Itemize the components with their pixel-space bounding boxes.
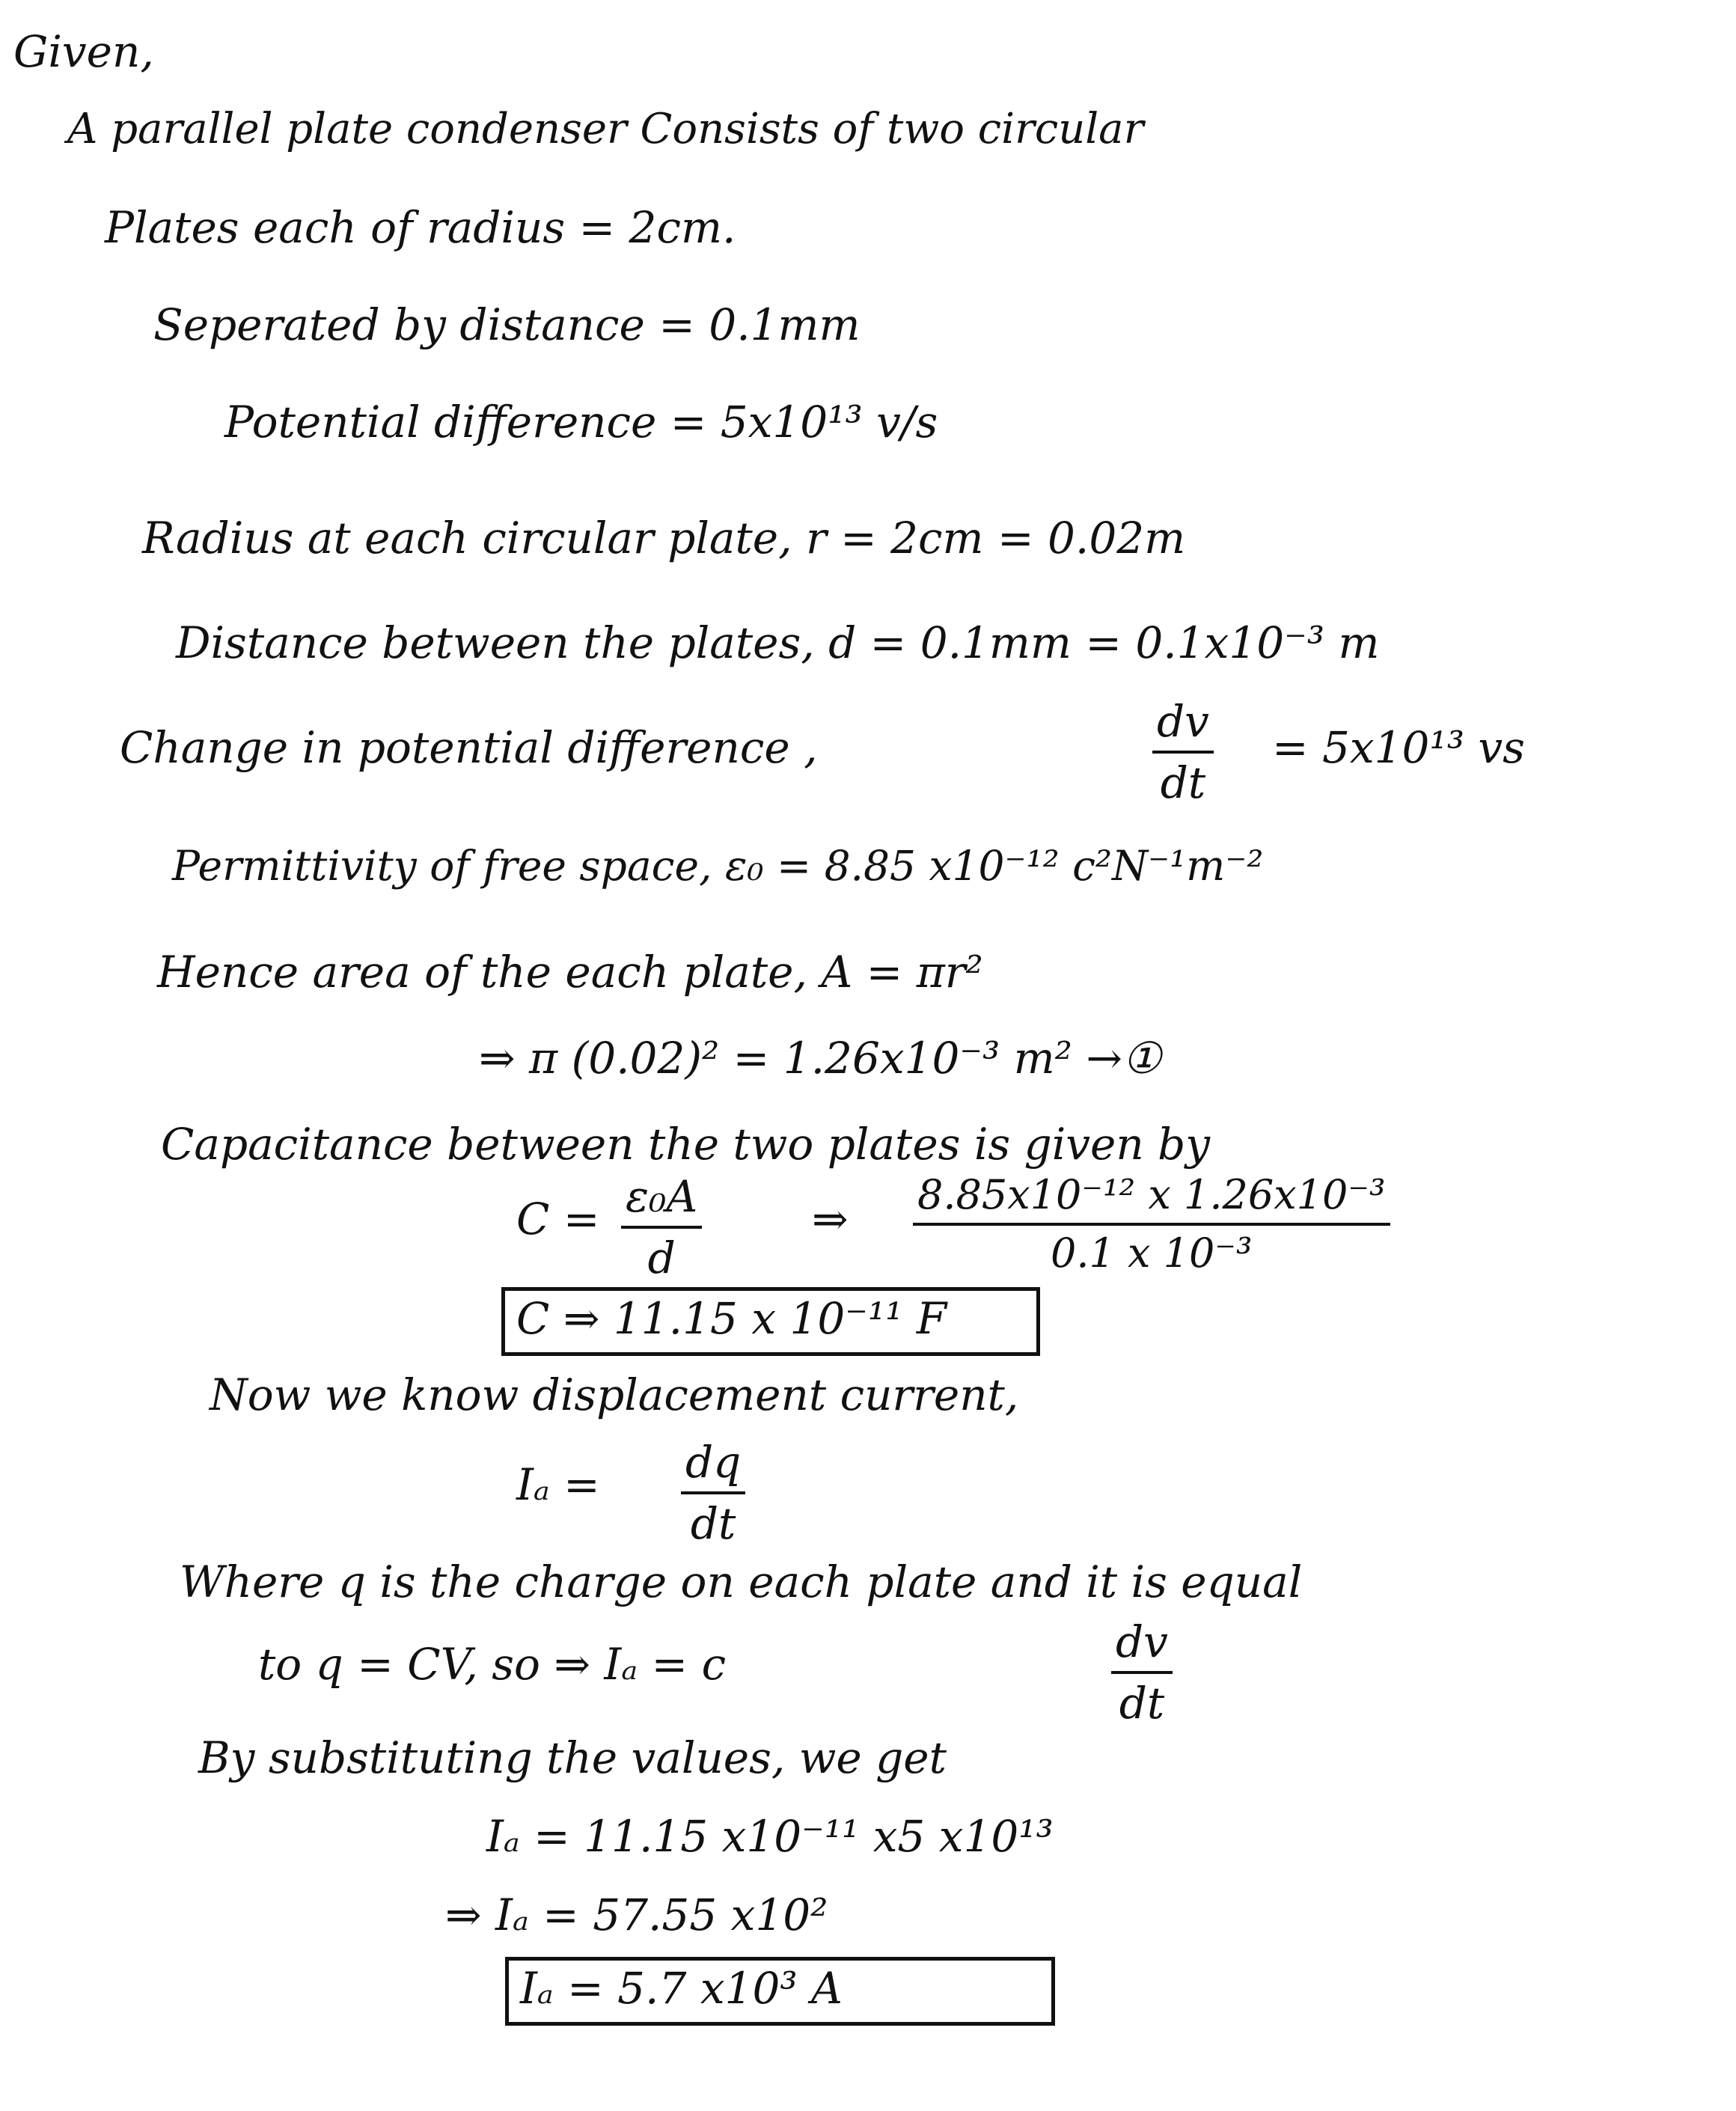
cdv-dt-numerator: dv	[1111, 1620, 1173, 1674]
displacement-current-intro: Now we know displacement current,	[210, 1369, 1019, 1420]
substitution-intro-line: By substituting the values, we get	[198, 1732, 947, 1783]
problem-line-1: A parallel plate condenser Consists of two circular	[67, 105, 1144, 153]
intermediate-result-line: ⇒ Iₐ = 57.55 x10²	[445, 1889, 828, 1940]
capacitance-substitution-fraction	[913, 1171, 1390, 1277]
dq-dt-fraction	[681, 1437, 745, 1549]
radius-line: Radius at each circular plate, r = 2cm = 0.02m	[142, 513, 1186, 563]
problem-line-2: Plates each of radius = 2cm.	[105, 202, 736, 253]
charge-explanation-line: Where q is the charge on each plate and it is equal	[180, 1556, 1303, 1607]
dv-dt-numerator: dv	[1152, 700, 1214, 754]
dv-dt-fraction	[1152, 696, 1214, 808]
change-potential-value: = 5x10¹³ vs	[1272, 722, 1525, 773]
change-potential-text: Change in potential difference ,	[120, 722, 818, 773]
capacitance-implies-arrow: ⇒	[812, 1194, 849, 1244]
capacitance-formula-denominator: d	[647, 1232, 676, 1283]
displacement-current-lhs: Iₐ =	[516, 1459, 600, 1510]
separation-line: Seperated by distance = 0.1mm	[153, 299, 861, 350]
cdv-dt-fraction	[1111, 1616, 1173, 1729]
capacitance-formula-numerator: ε₀A	[621, 1175, 702, 1229]
potential-difference-line: Potential difference = 5x10¹³ v/s	[224, 397, 938, 447]
capacitance-formula-fraction	[621, 1171, 702, 1283]
capacitance-formula-lhs: C =	[516, 1194, 600, 1244]
dq-dt-denominator: dt	[690, 1498, 736, 1549]
dq-dt-numerator: dq	[681, 1441, 745, 1494]
distance-line: Distance between the plates, d = 0.1mm = 0.1x10⁻³ m	[176, 617, 1380, 668]
capacitance-intro-line: Capacitance between the two plates is given by	[161, 1119, 1211, 1170]
capacitance-substitution-denominator: 0.1 x 10⁻³	[1051, 1229, 1253, 1277]
dv-dt-denominator: dt	[1160, 757, 1206, 808]
charge-relation-text: to q = CV, so ⇒ Iₐ = c	[258, 1639, 727, 1690]
substitution-line: Iₐ = 11.15 x10⁻¹¹ x5 x10¹³	[486, 1811, 1054, 1862]
capacitance-result: C ⇒ 11.15 x 10⁻¹¹ F	[516, 1293, 947, 1344]
area-calculation-line: ⇒ π (0.02)² = 1.26x10⁻³ m² →①	[479, 1033, 1161, 1084]
permittivity-line: Permittivity of free space, ε₀ = 8.85 x10⁻¹² c²N⁻¹m⁻²	[172, 842, 1264, 890]
cdv-dt-denominator: dt	[1119, 1678, 1165, 1729]
capacitance-substitution-numerator: 8.85x10⁻¹² x 1.26x10⁻³	[913, 1175, 1390, 1226]
area-line: Hence area of the each plate, A = πr²	[157, 947, 983, 998]
final-answer: Iₐ = 5.7 x10³ A	[520, 1963, 843, 2014]
given-heading: Given,	[13, 26, 154, 77]
